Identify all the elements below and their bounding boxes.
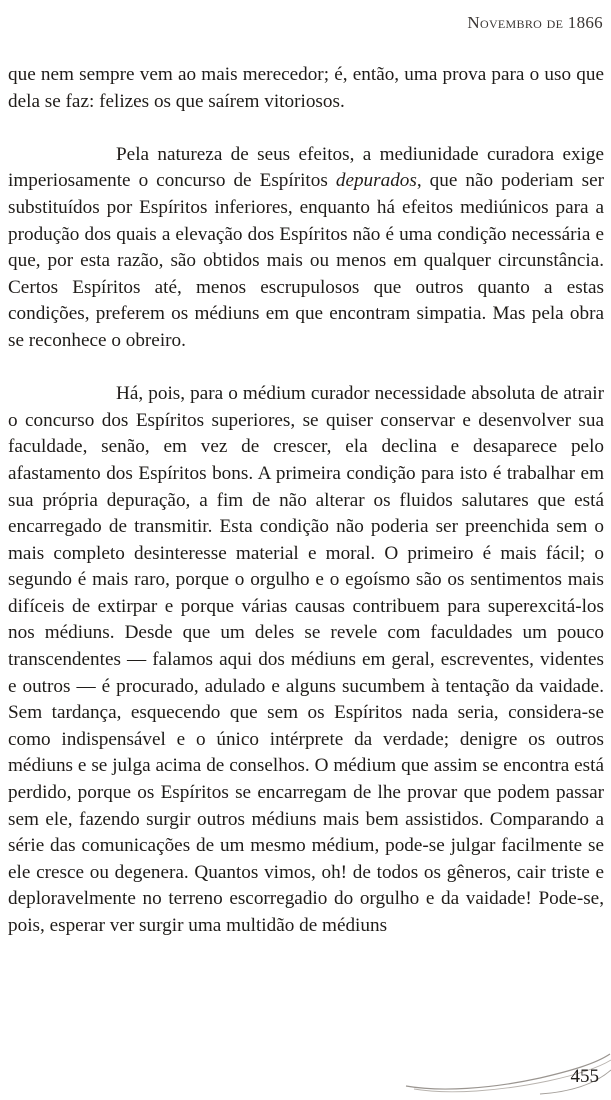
paragraph-2-text-after: , que não poderiam ser substituídos por Espíritos inferiores, enquanto há efeitos mediúnicos para a produção dos quais a elevação dos Espíritos não é uma condição necessária e que, por esta razão, são obtidos mais ou menos em qualquer circunstância. Certos Espíritos até, menos escrupulosos que outros quanto a estas condições, preferem os médiuns em que encontram simpatia. Mas pela obra se reconhece o obreiro.: [8, 170, 604, 351]
running-head: Novembro de 1866: [467, 13, 603, 32]
body-text: [8, 62, 604, 940]
page-number: 455: [570, 1066, 599, 1087]
paragraph-2-text-before: Pela natureza de seus efeitos, a mediunidade curadora exige imperiosamente o concurso de Espíritos: [8, 143, 604, 192]
paragraph-3: Há, pois, para o médium curador necessidade absoluta de atrair o concurso dos Espíritos superiores, se quiser conservar e desenvolver sua faculdade, senão, em vez de crescer, ela declina e desaparece pelo afastamento dos Espíritos bons. A primeira condição para isto é trabalhar em sua própria depuração, a fim de não alterar os fluidos salutares que está encarregado de transmitir. Esta condição não poderia ser preenchida sem o mais completo desinteresse material e moral. O primeiro é mais fácil; o segundo é mais raro, porque o orgulho e o egoísmo são os sentimentos mais difíceis de extirpar e porque várias causas contribuem para superexcitá-los nos médiuns. Desde que um deles se revele com faculdades um pouco transcendentes — falamos aqui dos médiuns em geral, escreventes, videntes e outros — é procurado, adulado e alguns sucumbem à tentação da vaidade. Sem tardança, esquecendo que sem os Espíritos nada seria, considera-se como indispensável e o único intérprete da verdade; denigre os outros médiuns e se julga acima de conselhos. O médium que assim se encontra está perdido, porque os Espíritos se encarregam de lhe provar que podem passar sem ele, fazendo surgir outros médiuns mais bem assistidos. Comparando a série das comunicações de um mesmo médium, pode-se julgar facilmente se ele cresce ou degenera. Quantos vimos, oh! de todos os gêneros, cair triste e deploravelmente no terreno escorregadio do orgulho e da vaidade! Pode-se, pois, esperar ver surgir uma multidão de médiuns: [8, 383, 604, 936]
paragraph-2-emphasis: depurados: [335, 170, 417, 192]
paragraph-2: [8, 142, 604, 355]
paragraph-1: que nem sempre vem ao mais merecedor; é, então, uma prova para o uso que dela se faz: felizes os que saírem vitoriosos.: [8, 64, 604, 112]
